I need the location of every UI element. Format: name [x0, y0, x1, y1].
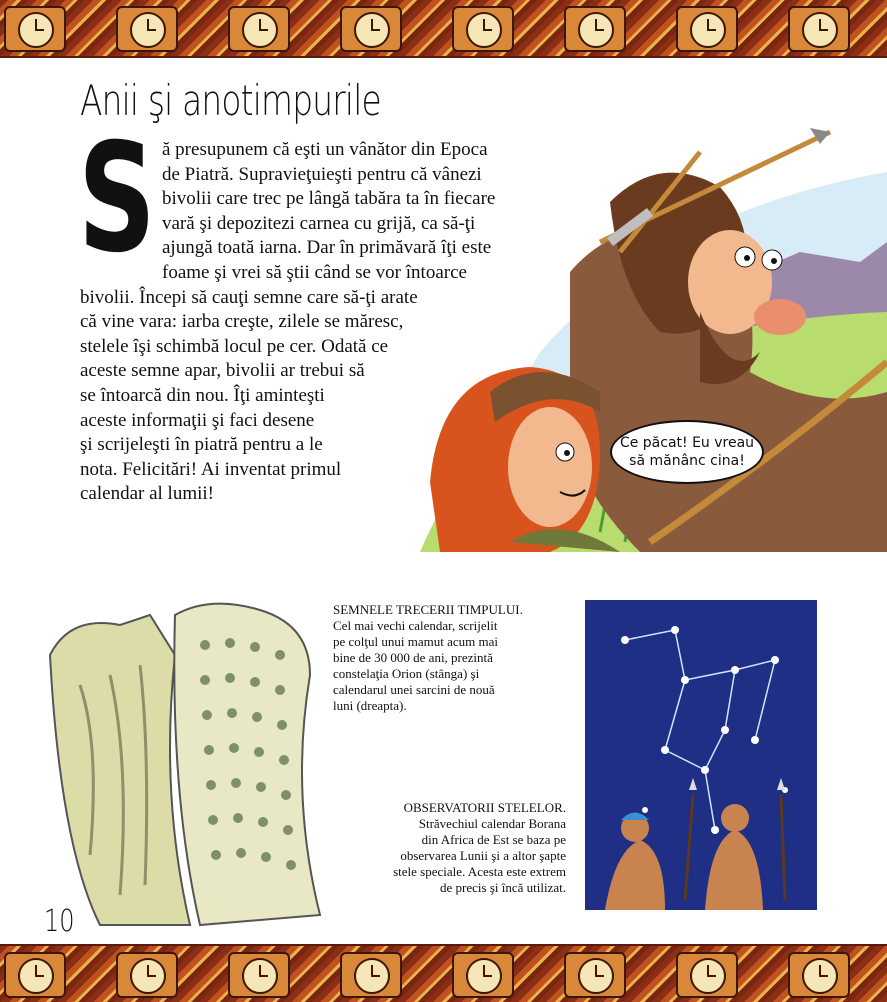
- speech-bubble: [610, 420, 764, 484]
- caption-line: din Africa de Est se baza pe: [421, 832, 566, 847]
- clock-icon: [228, 6, 290, 52]
- caption-line: SEMNELE TRECERII TIMPULUI.: [333, 602, 523, 617]
- clock-icon: [452, 6, 514, 52]
- body-line: se întoarcă din nou. Îţi aminteşti: [80, 384, 325, 406]
- caption-line: constelaţia Orion (stânga) şi: [333, 666, 480, 681]
- body-line: bivolii. Începi să cauţi semne care să-ţi arate: [80, 286, 418, 308]
- body-line: ă presupunem că eşti un vânător din Epoca: [162, 139, 488, 160]
- body-line: de Piatră. Supravieţuieşti pentru că vânezi: [162, 163, 482, 185]
- clock-icon: [116, 6, 178, 52]
- body-line: că vine vara: iarba creşte, zilele se măresc,: [80, 311, 404, 333]
- drop-cap: S: [78, 112, 156, 286]
- speech-line: Ce păcat! Eu vreau: [619, 435, 755, 451]
- caption-line: Străvechiul calendar Borana: [418, 816, 566, 831]
- body-line: foame şi vrei să ştii când se vor întoarce: [162, 261, 467, 283]
- body-line: aceste semne apar, bivolii ar trebui să: [80, 360, 365, 382]
- caption-line: observarea Lunii şi a altor şapte: [400, 848, 566, 863]
- clock-icon: [228, 952, 290, 998]
- caption-line: calendarul unei sarcini de nouă: [333, 682, 495, 697]
- mammoth-bone-illustration: [40, 595, 330, 935]
- body-line: vară şi depozitezi carnea cu grijă, ca să-ţi: [162, 212, 476, 234]
- body-line: stelele îşi schimbă locul pe cer. Odată ce: [80, 335, 389, 357]
- body-line: nota. Felicitări! Ai inventat primul: [80, 458, 342, 480]
- clock-icon: [340, 6, 402, 52]
- top-decorative-border: [0, 0, 887, 58]
- caption-bone: [333, 602, 523, 714]
- hunters-illustration: [400, 92, 887, 552]
- body-line: ajungă toată iarna. Dar în primăvară îţi este: [162, 237, 492, 259]
- caption-line: pe colţul unui mamut acum mai: [333, 634, 498, 649]
- caption-stars: [360, 800, 566, 896]
- body-line: calendar al lumii!: [80, 483, 214, 505]
- clock-icon: [452, 952, 514, 998]
- clock-icon: [564, 6, 626, 52]
- body-line: şi scrijeleşti în piatră pentru a le: [80, 434, 323, 456]
- clock-icon: [564, 952, 626, 998]
- clock-icon: [116, 952, 178, 998]
- speech-line: să mănânc cina!: [629, 453, 745, 469]
- caption-line: OBSERVATORII STELELOR.: [403, 800, 566, 815]
- clock-icon: [788, 6, 850, 52]
- clock-icon: [4, 6, 66, 52]
- clock-icon: [340, 952, 402, 998]
- bottom-decorative-border: [0, 944, 887, 1002]
- clock-icon: [4, 952, 66, 998]
- clock-icon: [676, 6, 738, 52]
- star-observers-illustration: [585, 600, 817, 910]
- clock-icon: [788, 952, 850, 998]
- caption-line: luni (dreapta).: [333, 698, 407, 713]
- caption-line: stele speciale. Acesta este extrem: [393, 864, 566, 879]
- caption-line: Cel mai vechi calendar, scrijelit: [333, 618, 498, 633]
- body-line: bivolii care trec pe lângă tabăra ta în fiecare: [162, 188, 496, 210]
- page-number: 10: [44, 904, 75, 939]
- caption-line: de precis şi încă utilizat.: [440, 880, 566, 895]
- caption-line: bine de 30 000 de ani, prezintă: [333, 650, 493, 665]
- body-line: aceste informaţii şi faci desene: [80, 409, 315, 431]
- page-title: Anii şi anotimpurile: [80, 76, 381, 125]
- clock-icon: [676, 952, 738, 998]
